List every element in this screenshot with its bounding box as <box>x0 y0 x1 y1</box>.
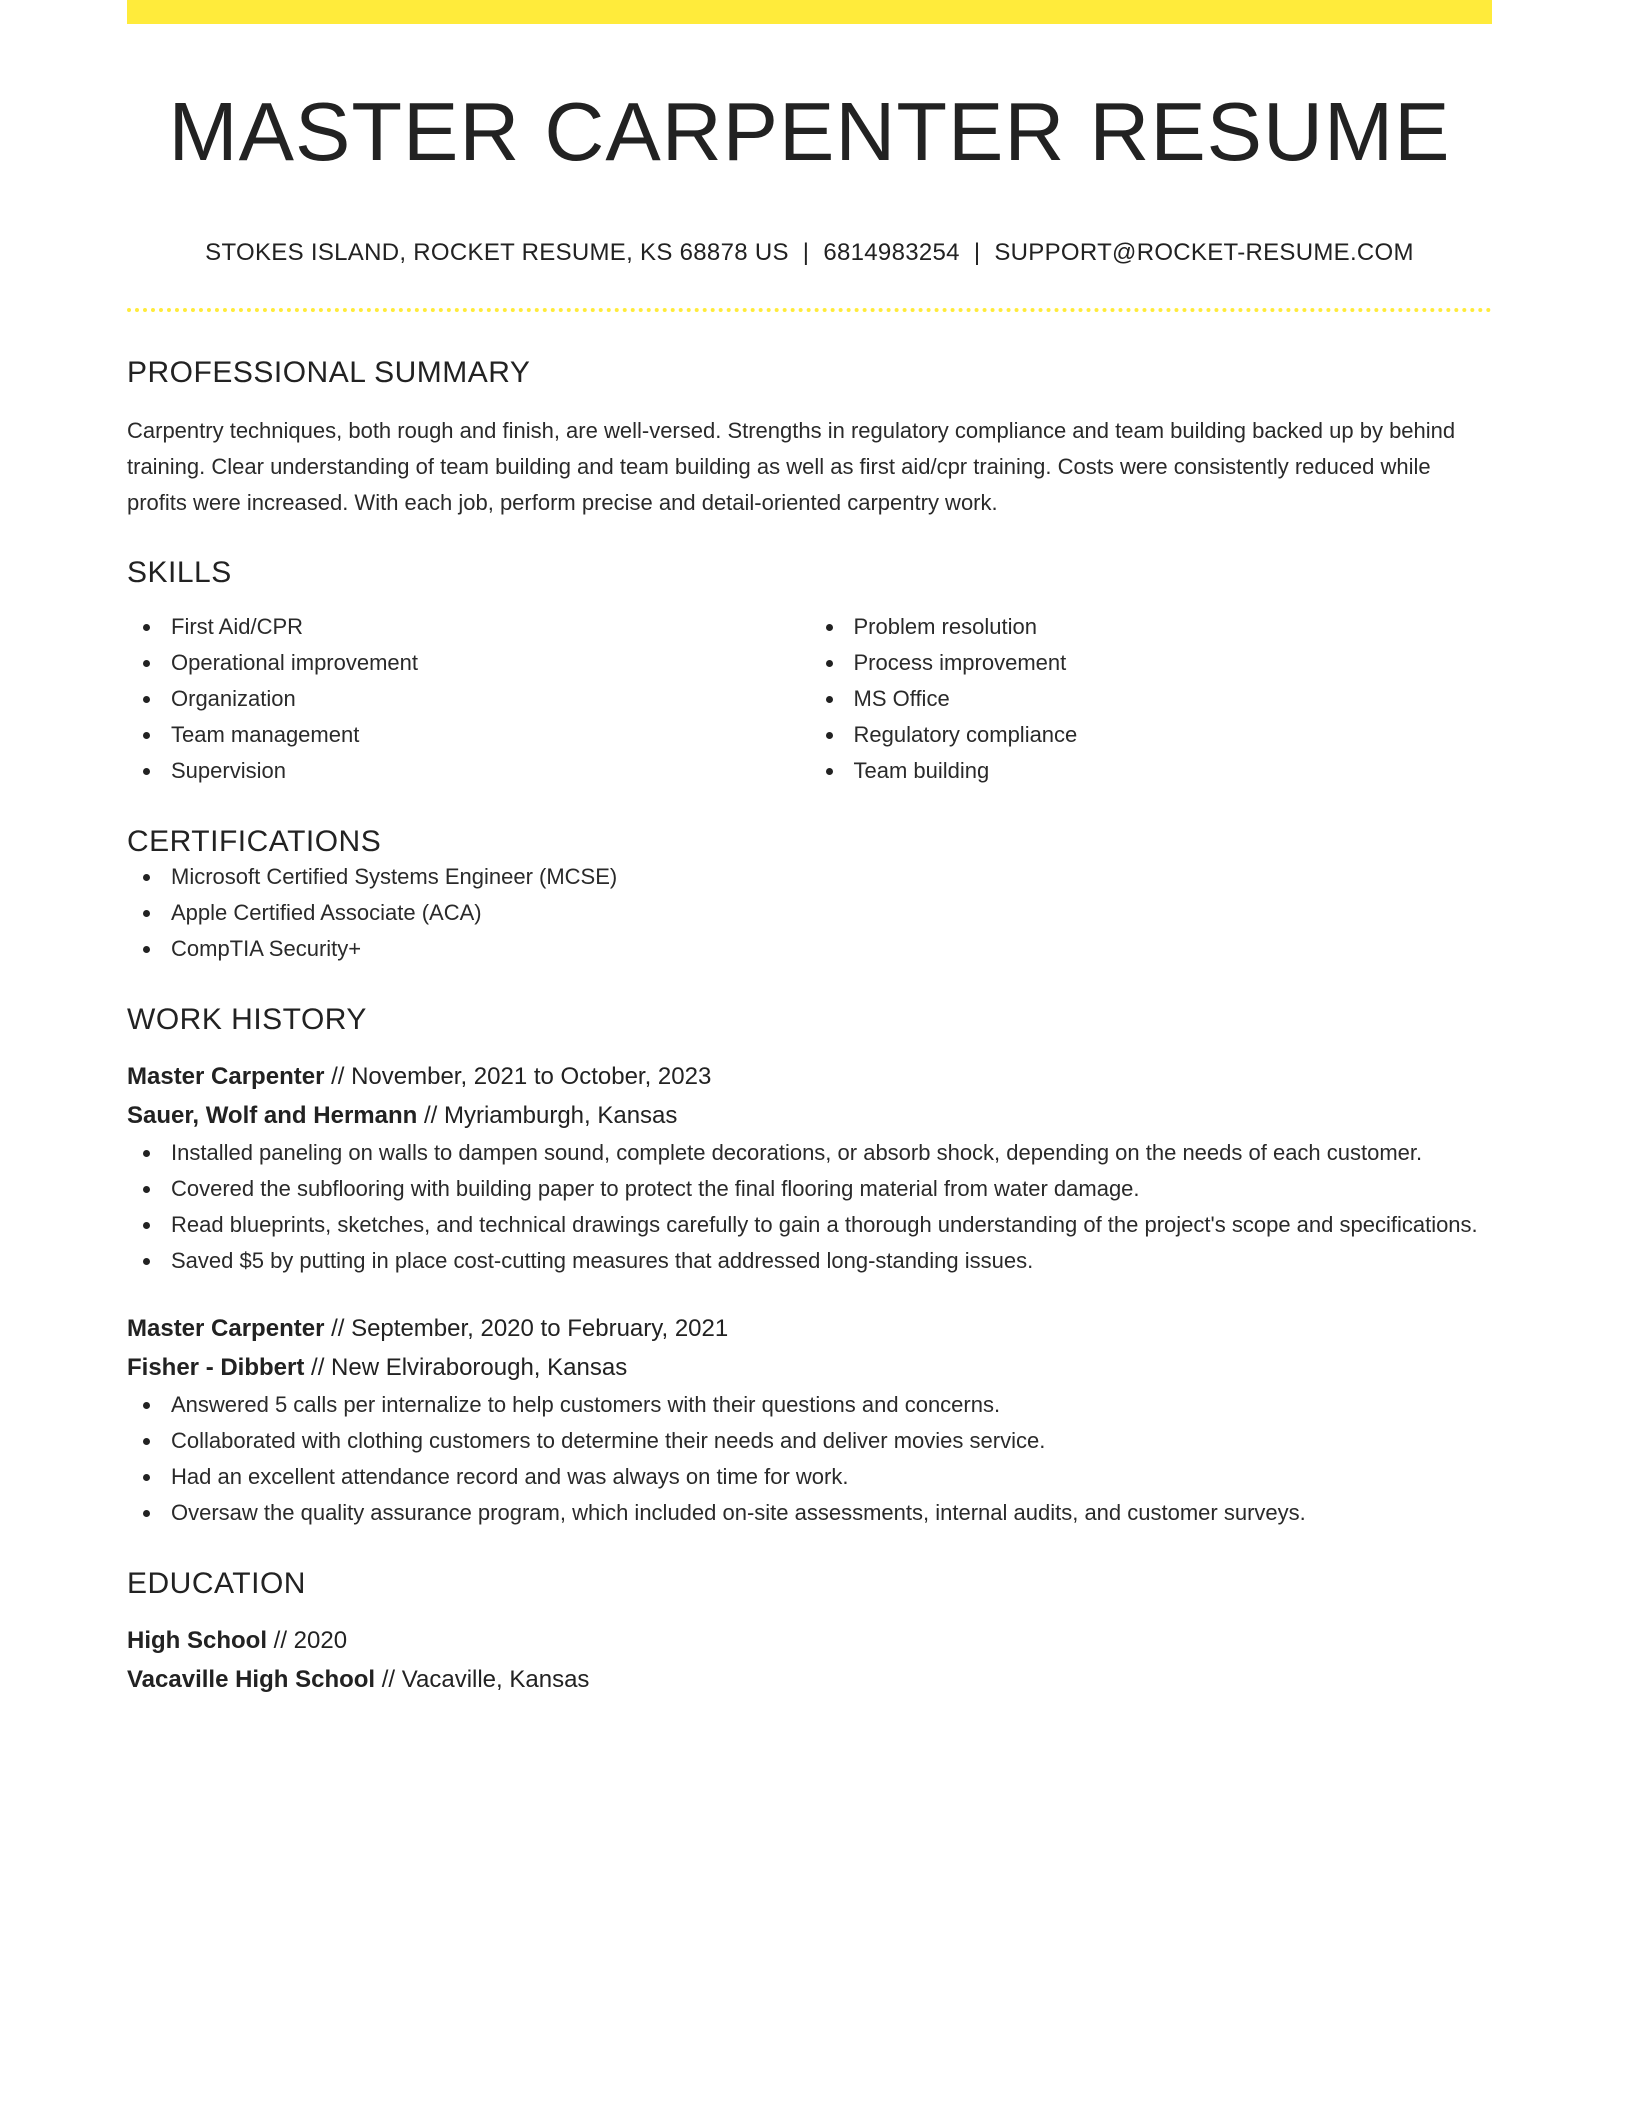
skill-item: Regulatory compliance <box>810 717 1493 753</box>
job-duty-item: Had an excellent attendance record and was always on time for work. <box>127 1459 1492 1495</box>
education-school-line <box>127 1660 1492 1699</box>
education-degree-line <box>127 1621 1492 1660</box>
skill-item: Problem resolution <box>810 609 1493 645</box>
resume-page <box>127 0 1492 1699</box>
job-company: Fisher - Dibbert <box>127 1354 305 1382</box>
job-duty-item: Oversaw the quality assurance program, which included on-site assessments, internal audits, and customer surveys. <box>127 1495 1492 1531</box>
certifications-list <box>127 859 1492 967</box>
job-company-line <box>127 1096 1492 1135</box>
job-duty-item: Read blueprints, sketches, and technical drawings carefully to gain a thorough understanding of the project's scope and specifications. <box>127 1207 1492 1243</box>
job-duties-list <box>127 1135 1492 1279</box>
skills-right-list <box>810 609 1493 789</box>
skill-item: Team management <box>127 717 810 753</box>
job-role-line <box>127 1309 1492 1348</box>
job-duty-item: Covered the subflooring with building paper to protect the final flooring material from water damage. <box>127 1171 1492 1207</box>
dotted-divider <box>127 308 1492 312</box>
accent-top-bar <box>127 0 1492 24</box>
job-location: // New Elviraborough, Kansas <box>304 1354 628 1382</box>
education-year: // 2020 <box>267 1627 348 1655</box>
summary-heading: PROFESSIONAL SUMMARY <box>127 356 531 390</box>
skill-item: Team building <box>810 753 1493 789</box>
certification-item: Apple Certified Associate (ACA) <box>127 895 1492 931</box>
skill-item: First Aid/CPR <box>127 609 810 645</box>
job-entry <box>127 1309 1492 1531</box>
certifications-heading: CERTIFICATIONS <box>127 825 382 859</box>
job-role: Master Carpenter <box>127 1315 325 1343</box>
job-duties-list <box>127 1387 1492 1531</box>
skill-item: Process improvement <box>810 645 1493 681</box>
job-dates: // September, 2020 to February, 2021 <box>324 1315 729 1343</box>
contact-line <box>127 239 1492 268</box>
contact-separator: | <box>802 239 810 267</box>
skill-item: Organization <box>127 681 810 717</box>
job-role: Master Carpenter <box>127 1063 325 1091</box>
summary-text: Carpentry techniques, both rough and finish, are well-versed. Strengths in regulatory compliance and team building backed up by behind training. Clear understanding of team building and team building as well as first aid/cpr training. Costs were consistently reduced while profits were increased. With each job, perform precise and detail-oriented carpentry work. <box>127 418 1456 516</box>
education-heading: EDUCATION <box>127 1567 306 1601</box>
contact-phone: 6814983254 <box>823 239 960 267</box>
contact-address: STOKES ISLAND, ROCKET RESUME, KS 68878 US <box>205 239 789 267</box>
skills-heading: SKILLS <box>127 556 232 590</box>
education-entry <box>127 1621 1492 1699</box>
education-location: // Vacaville, Kansas <box>375 1666 590 1694</box>
education-school: Vacaville High School <box>127 1666 376 1694</box>
job-entry <box>127 1057 1492 1279</box>
resume-title: MASTER CARPENTER RESUME <box>168 85 1451 178</box>
contact-separator: | <box>973 239 981 267</box>
job-duty-item: Saved $5 by putting in place cost-cutting measures that addressed long-standing issues. <box>127 1243 1492 1279</box>
job-role-line <box>127 1057 1492 1096</box>
job-location: // Myriamburgh, Kansas <box>417 1102 678 1130</box>
job-duty-item: Installed paneling on walls to dampen sound, complete decorations, or absorb shock, depending on the needs of each customer. <box>127 1135 1492 1171</box>
certification-item: CompTIA Security+ <box>127 931 1492 967</box>
job-duty-item: Answered 5 calls per internalize to help customers with their questions and concerns. <box>127 1387 1492 1423</box>
job-company: Sauer, Wolf and Hermann <box>127 1102 418 1130</box>
job-company-line <box>127 1348 1492 1387</box>
skills-left-list <box>127 609 810 789</box>
education-degree: High School <box>127 1627 267 1655</box>
skill-item: Supervision <box>127 753 810 789</box>
contact-email: SUPPORT@ROCKET-RESUME.COM <box>994 239 1414 267</box>
skills-columns <box>127 609 1492 789</box>
job-dates: // November, 2021 to October, 2023 <box>324 1063 712 1091</box>
certification-item: Microsoft Certified Systems Engineer (MCSE) <box>127 859 1492 895</box>
skill-item: Operational improvement <box>127 645 810 681</box>
job-duty-item: Collaborated with clothing customers to determine their needs and deliver movies service. <box>127 1423 1492 1459</box>
work-history-heading: WORK HISTORY <box>127 1003 367 1037</box>
skill-item: MS Office <box>810 681 1493 717</box>
